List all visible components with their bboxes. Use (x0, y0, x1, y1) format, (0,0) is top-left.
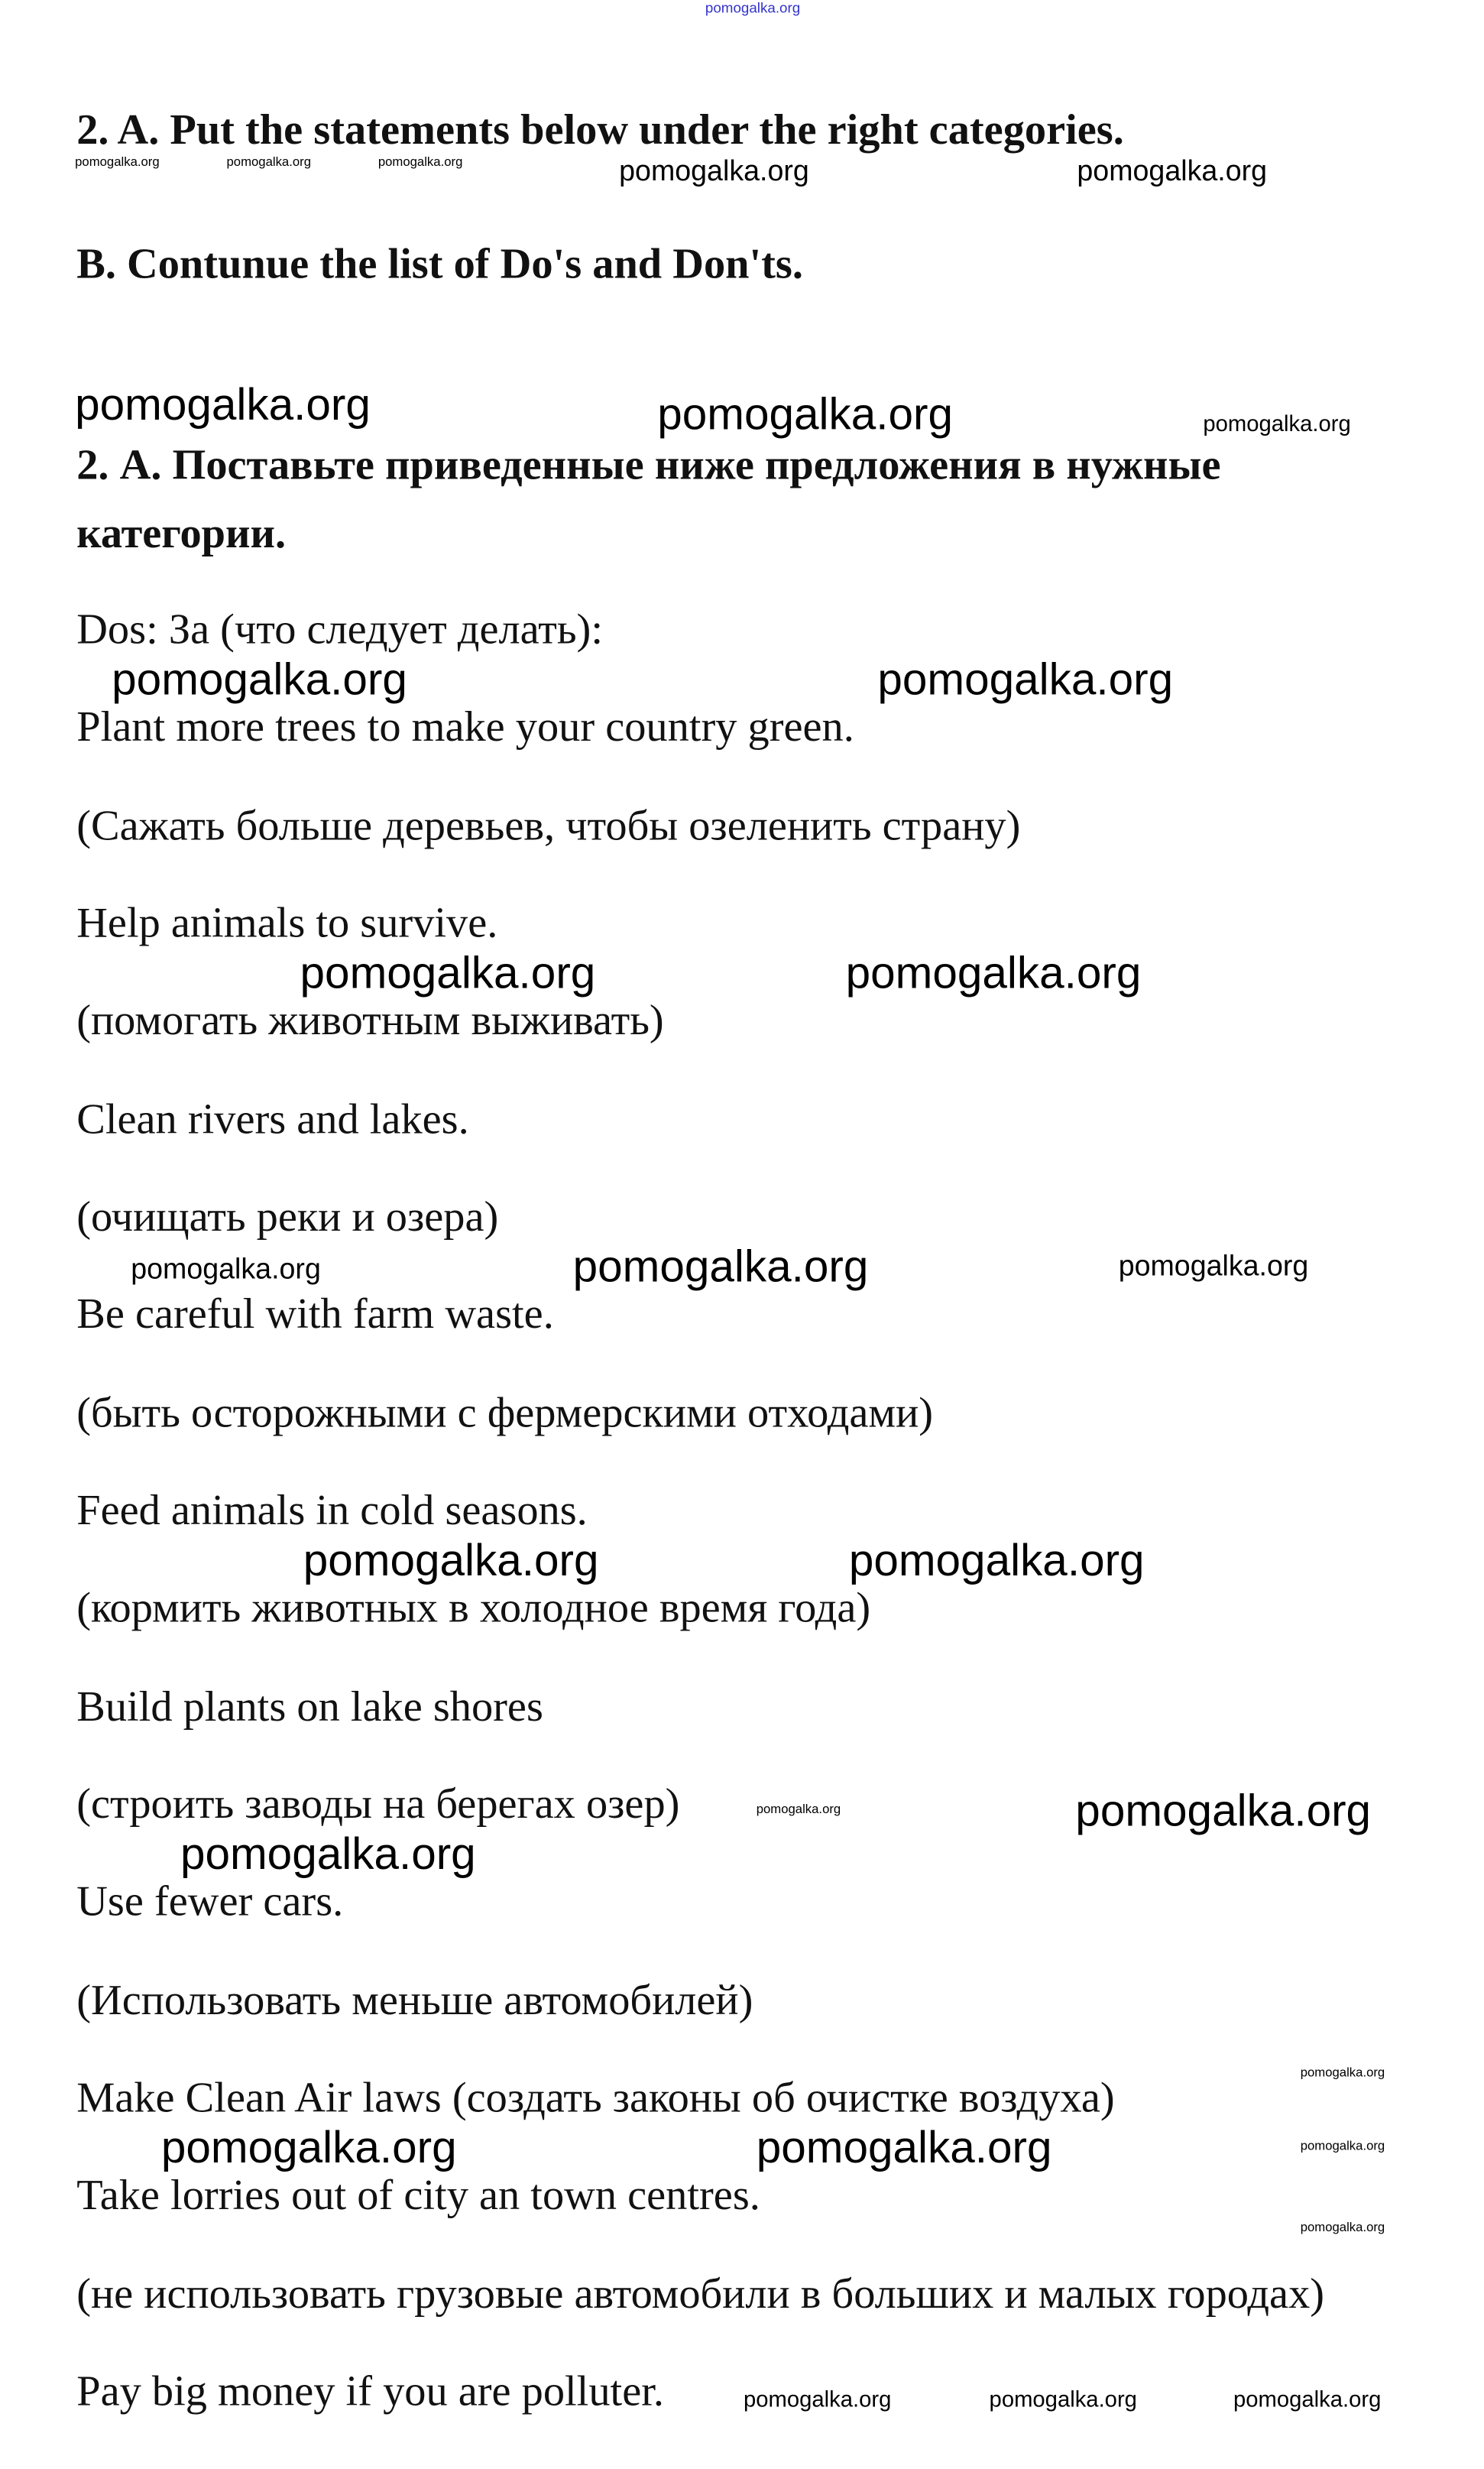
body-line: Dos: За (что следует делать): (76, 605, 604, 653)
watermark: pomogalka.org (657, 389, 954, 440)
heading-task-a: 2. A. Put the statements below under the right categories. (76, 105, 1124, 154)
watermark: pomogalka.org (756, 2123, 1052, 2172)
watermark: pomogalka.org (112, 654, 407, 704)
watermark: pomogalka.org (75, 379, 371, 430)
watermark: pomogalka.org (1077, 154, 1268, 187)
body-line: Clean rivers and lakes. (76, 1095, 469, 1144)
heading-task-b: B. Contunue the list of Do's and Don'ts. (76, 239, 803, 287)
body-line: Make Clean Air laws (создать законы об очистке воздуха) (76, 2073, 1115, 2121)
watermark: pomogalka.org (705, 0, 801, 16)
watermark: pomogalka.org (572, 1241, 869, 1292)
heading-task-a-ru-cont: категории. (76, 509, 287, 557)
watermark: pomogalka.org (131, 1253, 321, 1285)
watermark: pomogalka.org (989, 2386, 1137, 2412)
watermark: pomogalka.org (180, 1828, 476, 1879)
body-line: (не использовать грузовые автомобили в больших и малых городах) (76, 2269, 1325, 2318)
watermark: pomogalka.org (75, 154, 160, 170)
watermark: pomogalka.org (1233, 2386, 1382, 2412)
body-line: (строить заводы на берегах озер) (76, 1780, 680, 1828)
watermark: pomogalka.org (160, 2123, 457, 2172)
body-line: Help animals to survive. (76, 898, 498, 947)
body-line: (помогать животным выживать) (76, 995, 664, 1044)
watermark: pomogalka.org (1300, 2220, 1385, 2235)
body-line: Build plants on lake shores (76, 1682, 543, 1731)
heading-task-a-ru: 2. А. Поставьте приведенные ниже предложения в нужные (76, 440, 1221, 488)
body-line: (Сажать больше деревьев, чтобы озеленить страну) (76, 801, 1021, 849)
body-line: (очищать реки и озера) (76, 1192, 499, 1241)
watermark: pomogalka.org (303, 1535, 599, 1585)
watermark: pomogalka.org (848, 1535, 1145, 1585)
watermark: pomogalka.org (1300, 2138, 1385, 2153)
watermark: pomogalka.org (226, 154, 311, 170)
body-line: Pay big money if you are polluter. (76, 2367, 664, 2415)
body-line: (быть осторожными с фермерскими отходами) (76, 1388, 934, 1437)
body-line: Take lorries out of city an town centres. (76, 2170, 760, 2219)
watermark: pomogalka.org (1075, 1786, 1372, 1836)
body-line: Feed animals in cold seasons. (76, 1485, 588, 1534)
watermark: pomogalka.org (377, 154, 463, 170)
watermark: pomogalka.org (1118, 1249, 1309, 1282)
watermark: pomogalka.org (1300, 2065, 1385, 2080)
body-line: Plant more trees to make your country green. (76, 702, 854, 751)
watermark: pomogalka.org (877, 654, 1174, 704)
watermark: pomogalka.org (756, 1802, 841, 1817)
watermark: pomogalka.org (300, 948, 596, 998)
body-line: (Использовать меньше автомобилей) (76, 1975, 753, 2024)
body-line: Use fewer cars. (76, 1877, 344, 1926)
watermark: pomogalka.org (845, 948, 1142, 998)
watermark: pomogalka.org (1203, 410, 1351, 436)
watermark: pomogalka.org (619, 154, 809, 187)
body-line: Be careful with farm waste. (76, 1290, 554, 1338)
watermark: pomogalka.org (744, 2386, 892, 2412)
body-line: (кормить животных в холодное время года) (76, 1583, 871, 1631)
